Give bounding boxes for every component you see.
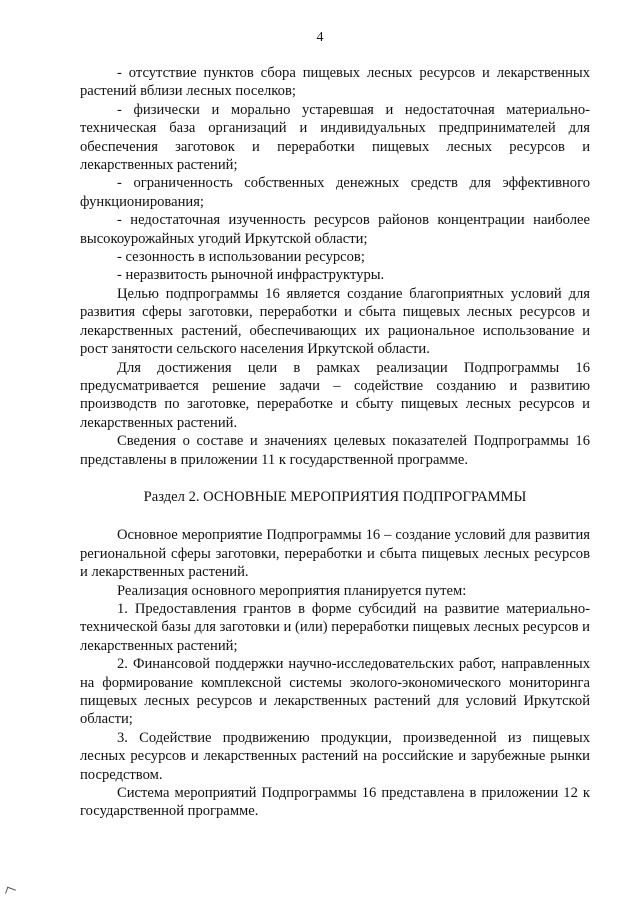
paragraph-main-activity: Основное мероприятие Подпрограммы 16 – создание условий для развития региональной сферы заготовки, переработки и сбыта пищевых лесных ресурсов и лекарственных растений. (80, 527, 590, 581)
list-item-no-collection-points: - отсутствие пунктов сбора пищевых лесных ресурсов и лекарственных растений вблизи лесных поселков; (80, 65, 590, 100)
list-item-outdated-base: - физически и морально устаревшая и недостаточная материально-техническая база организаций и индивидуальных предпринимателей для обеспечения заготовок и переработки пищевых лесных ресурсов и лекарственных растений; (80, 101, 590, 174)
list-item-limited-funds: - ограниченность собственных денежных средств для эффективного функционирования; (80, 175, 590, 210)
paragraph-indicators: Сведения о составе и значениях целевых показателей Подпрограммы 16 представлены в приложении 11 к государственной программе. (80, 433, 590, 468)
paragraph-activity-system: Система мероприятий Подпрограммы 16 представлена в приложении 12 к государственной программе. (80, 785, 590, 820)
list-item-insufficient-study: - недостаточная изученность ресурсов районов концентрации наиболее высокоурожайных угодий Иркутской области; (80, 212, 590, 247)
section-heading: Раздел 2. ОСНОВНЫЕ МЕРОПРИЯТИЯ ПОДПРОГРАММЫ (143, 488, 527, 505)
paragraph-implementation-intro: Реализация основного мероприятия планируется путем: (117, 582, 467, 599)
paragraph-task: Для достижения цели в рамках реализации Подпрограммы 16 предусматривается решение задачи – содействие созданию и развитию производств по заготовке, переработке и сбыту пищевых лесных ресурсов и лекарственных растений. (80, 359, 590, 431)
paragraph-goal: Целью подпрограммы 16 является создание благоприятных условий для развития сферы заготовки, переработки и сбыта пищевых лесных ресурсов и лекарственных растений, обеспечивающих их рациональное использование и рост занятости сельского населения Иркутской области. (80, 285, 590, 358)
document-body (80, 64, 590, 821)
scan-corner-mark (5, 887, 16, 897)
list-item-research-support: 2. Финансовой поддержки научно-исследовательских работ, направленных на формирование комплексной системы эколого-экономического мониторинга пищевых лесных ресурсов и лекарственных растений для условий Иркутской области; (80, 656, 590, 728)
list-item-grants: 1. Предоставления грантов в форме субсидий на развитие материально-технической базы для заготовки и (или) переработки пищевых лесных ресурсов и лекарственных растений; (80, 600, 590, 654)
list-item-promotion: 3. Содействие продвижению продукции, произведенной из пищевых лесных ресурсов и лекарственных растений на российские и зарубежные рынки посредством. (80, 729, 590, 783)
page-number: 4 (316, 30, 324, 45)
list-item-seasonality: - сезонность в использовании ресурсов; (117, 249, 365, 266)
list-item-market-infrastructure: - неразвитость рыночной инфраструктуры. (117, 267, 385, 284)
